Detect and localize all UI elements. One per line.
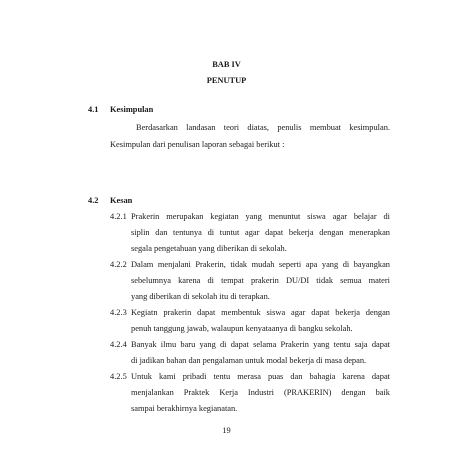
list-item-line: Dalam menjalani Prakerin, tidak mudah seperti apa yang di bayangkan [131,260,390,269]
page-number: 19 [222,426,231,435]
list-item-line: sampai berakhirnya kegianatan. [131,404,238,413]
section-number: 4.1 [88,105,99,114]
list-item-line: siplin dan tentunya di tuntut agar dapat bekerja dengan menerapkan [131,228,390,237]
list-item-line: penuh tanggung jawab, walaupun kenyataanya di bangku sekolah. [131,324,353,333]
section-heading: Kesan [110,196,133,205]
list-item-line: Banyak ilmu baru yang di dapat selama Prakerin yang tentu saja dapat [131,340,390,349]
list-item-number: 4.2.5 [110,372,127,381]
chapter-title: PENUTUP [206,76,247,85]
chapter-number: BAB IV [212,60,241,69]
paragraph-line: Berdasarkan landasan teori diatas, penulis membuat kesimpulan. [136,123,390,132]
list-item-line: sebelumnya karena di tempat prakerin DU/DI tidak semua materi [131,276,390,285]
list-item-number: 4.2.4 [110,340,127,349]
list-item-number: 4.2.1 [110,212,127,221]
list-item-line: yang diberikan di sekolah itu di terapkan. [131,292,270,301]
section-number: 4.2 [88,196,99,205]
list-item-line: menjalankan Praktek Kerja Industri (PRAKERIN) dengan baik [131,388,390,397]
list-item-line: Untuk kami pribadi tentu merasa puas dan bahagia karena dapat [131,372,390,381]
list-item-number: 4.2.2 [110,260,127,269]
section-heading: Kesimpulan [110,105,154,114]
paragraph-line: Kesimpulan dari penulisan laporan sebagai berikut : [110,140,285,149]
list-item-line: Prakerin merupakan kegiatan yang menuntut siswa agar belajar di [131,212,390,221]
list-item-line: di jadikan bahan dan pengalaman untuk modal bekerja di masa depan. [131,356,367,365]
list-item-line: segala pengetahuan yang diberikan di sekolah. [131,244,287,253]
list-item-number: 4.2.3 [110,308,127,317]
list-item-line: Kegiatn prakerin dapat membentuk siswa agar dapat bekerja dengan [131,308,390,317]
